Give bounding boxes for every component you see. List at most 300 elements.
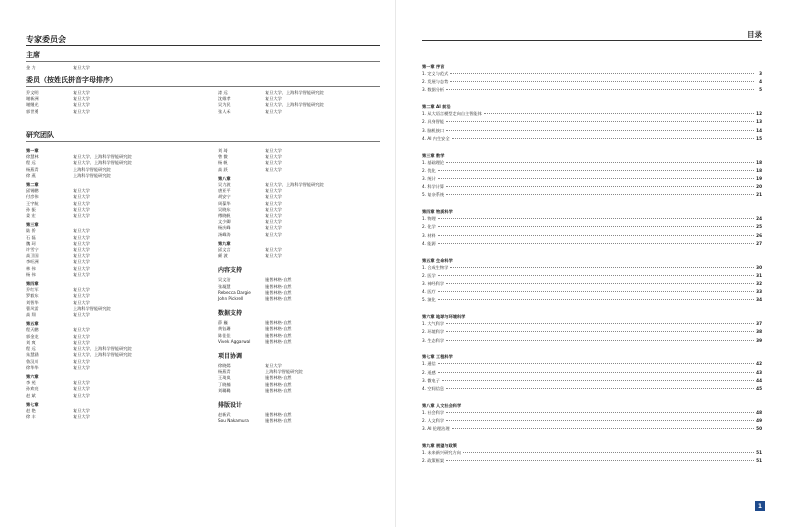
toc-entry-title: 2. 政策框架: [422, 458, 445, 464]
toc-entry: [422, 183, 762, 191]
person-affiliation: 复旦大学: [265, 253, 282, 259]
toc-entry: [422, 280, 762, 288]
toc-page-number: 44: [756, 377, 762, 383]
toc-leader: [450, 81, 754, 82]
committee-title: 专家委员会: [26, 35, 66, 44]
toc-entry-title: 1. 社会科学: [422, 409, 445, 415]
toc-leader: [446, 460, 754, 461]
person-affiliation: 复旦大学: [73, 253, 90, 259]
toc-page-number: 30: [756, 264, 762, 270]
person-affiliation: 复旦大学: [265, 194, 282, 200]
person-affiliation: 复旦大学: [73, 194, 90, 200]
person-name: 胡安宁: [218, 194, 231, 200]
toc-list: [422, 64, 762, 465]
person-affiliation: 复旦大学、上海科学智能研究院: [73, 154, 132, 160]
person-name: 程 远: [26, 346, 36, 352]
person-affiliation: 复旦大学: [73, 392, 90, 398]
person-affiliation: 复旦大学: [73, 407, 90, 413]
toc-leader: [438, 372, 754, 373]
person-affiliation: 复旦大学: [265, 231, 282, 237]
toc-page-number: 18: [756, 159, 762, 165]
person-row: [218, 167, 378, 173]
person-name: 曾 微: [218, 154, 228, 160]
toc-page-number: 34: [756, 297, 762, 303]
person-name: 邱锡鹏: [26, 188, 39, 194]
toc-leader: [450, 73, 754, 74]
toc-leader: [438, 170, 754, 171]
toc-chapter-title: 第一章 序言: [422, 64, 445, 69]
person-name: 谢新洲: [26, 96, 39, 102]
person-affiliation: 复旦大学: [265, 206, 282, 212]
person-name: 陈佳佳: [218, 332, 231, 338]
person-name: 文少卿: [218, 219, 231, 225]
person-affiliation: 复旦大学: [265, 188, 282, 194]
research-heading: 研究团队: [26, 131, 54, 139]
person-name: 徐 燕: [26, 172, 36, 178]
research-list-right: [218, 148, 378, 425]
toc-entry-title: 4. AI 内生安全: [422, 135, 450, 141]
person-affiliation: 复旦大学: [73, 108, 90, 114]
toc-entry: [422, 86, 762, 94]
person-name: 乔红军: [26, 287, 39, 293]
person-affiliation: 施普林格·自然: [265, 283, 292, 289]
person-name: 陆 侨: [26, 228, 36, 234]
toc-entry: [422, 377, 762, 385]
person-name: 邱文言: [218, 247, 231, 253]
person-name: 赵新武: [218, 412, 231, 418]
person-affiliation: 复旦大学: [73, 293, 90, 299]
members-list-left: [26, 90, 196, 115]
person-name: 徐 丰: [26, 414, 36, 420]
toc-leader: [446, 194, 754, 195]
person-row: [218, 339, 378, 345]
person-name: 魏 珂: [26, 240, 36, 246]
person-name: 谢继光: [26, 102, 39, 108]
toc-entry: [422, 385, 762, 393]
members-rule: [26, 86, 380, 87]
person-name: 金 力: [26, 65, 36, 70]
person-affiliation: 复旦大学: [265, 154, 282, 160]
person-affiliation: 上海科学智能研究院: [73, 166, 111, 172]
toc-leader: [438, 291, 754, 292]
toc-chapter-title: 第七章 工程科学: [422, 354, 453, 360]
person-name: 孙欢亮: [26, 386, 39, 392]
toc-page-number: 33: [756, 289, 762, 295]
chair-list: [26, 65, 196, 71]
person-affiliation: 复旦大学: [265, 200, 282, 206]
chair-rule: [26, 61, 380, 62]
person-name: 林 伟: [26, 265, 36, 271]
person-name: 刘璐璐: [218, 387, 231, 393]
toc-entry-title: 3. 神经科学: [422, 281, 445, 287]
person-affiliation: 复旦大学: [73, 206, 90, 212]
toc-entry-title: 3. 脑机接口: [422, 127, 445, 133]
person-name: 王琦岚: [218, 375, 231, 381]
person-row: [26, 173, 196, 179]
person-affiliation: 复旦大学: [73, 386, 90, 392]
chapter-label: 第七章: [26, 401, 39, 407]
person-name: 颜 波: [218, 253, 228, 259]
person-row: [26, 312, 196, 318]
toc-page-number: 37: [756, 321, 762, 327]
toc-entry-title: 3. 微电子: [422, 377, 440, 383]
toc-page-number: 5: [759, 87, 762, 93]
person-affiliation: 复旦大学: [265, 225, 282, 231]
person-name: 唐亚平: [218, 188, 231, 194]
person-name: 程天鹏: [26, 327, 39, 333]
toc-entry-title: 1. 基础理论: [422, 159, 445, 165]
toc-leader: [438, 218, 754, 219]
toc-entry-title: 2. 具身智能: [422, 119, 445, 125]
person-name: 郭金龙: [26, 333, 39, 339]
toc-page-number: 42: [756, 361, 762, 367]
members-heading: 委员（按姓氏拼音字母排序）: [26, 76, 117, 84]
toc-leader: [446, 121, 754, 122]
toc-entry-title: 1. 物理: [422, 216, 436, 222]
toc-page-number: 25: [756, 224, 762, 230]
person-name: 石 磊: [26, 234, 36, 240]
toc-entry: [422, 409, 762, 417]
person-affiliation: 施普林格·自然: [265, 326, 292, 332]
toc-leader: [446, 388, 754, 389]
person-name: 罗毅东: [26, 293, 39, 299]
person-affiliation: 复旦大学: [265, 219, 282, 225]
toc-entry: [422, 232, 762, 240]
toc-leader: [438, 235, 754, 236]
toc-chapter-title: 第五章 生命科学: [422, 257, 453, 263]
toc-entry: [422, 272, 762, 280]
toc-entry: [422, 360, 762, 368]
research-list-left: [26, 148, 196, 420]
person-affiliation: 复旦大学: [265, 247, 282, 253]
chapter-label: 第二章: [26, 182, 39, 188]
toc-leader: [442, 380, 754, 381]
research-rule: [26, 141, 380, 142]
toc-entry: [422, 110, 762, 118]
person-name: 程 远: [26, 160, 36, 166]
toc-leader: [438, 178, 754, 179]
person-affiliation: 上海科学智能研究院: [73, 305, 111, 311]
toc-leader: [446, 89, 754, 90]
person-name: 朱慧涵: [26, 352, 39, 358]
toc-leader: [452, 428, 754, 429]
chapter-label: 第一章: [26, 148, 39, 153]
person-row: [26, 65, 196, 71]
toc-page-number: 45: [756, 386, 762, 392]
toc-leader: [452, 138, 754, 139]
toc-entry: [422, 127, 762, 135]
person-name: 漆 远: [218, 90, 228, 95]
person-affiliation: 复旦大学: [73, 259, 90, 265]
person-row: [26, 393, 196, 399]
toc-page-number: 19: [756, 176, 762, 182]
person-row: [218, 388, 378, 394]
toc-page-number: 31: [756, 272, 762, 278]
person-affiliation: 复旦大学: [265, 108, 282, 114]
person-name: 李 苑: [26, 380, 36, 386]
support-heading: 数据支持: [218, 310, 243, 318]
person-name: 薛 巍: [218, 320, 228, 326]
person-affiliation: 复旦大学: [265, 160, 282, 166]
toc-entry: [422, 118, 762, 126]
person-affiliation: 复旦大学: [73, 234, 90, 240]
toc-entry: [422, 417, 762, 425]
toc-page-number: 12: [756, 111, 762, 117]
toc-page-number: 14: [756, 127, 762, 133]
person-affiliation: 复旦大学: [265, 96, 282, 102]
person-affiliation: 复旦大学: [73, 65, 90, 70]
toc-page-number: 27: [756, 240, 762, 246]
chapter-label: 第九章: [218, 240, 231, 246]
toc-leader: [446, 186, 754, 187]
person-name: 沈維孝: [218, 96, 231, 102]
toc-entry: [422, 288, 762, 296]
toc-entry: [422, 175, 762, 183]
person-name: 赵 艳: [26, 407, 36, 413]
toc-page-number: 13: [756, 119, 762, 125]
person-affiliation: 复旦大学: [73, 228, 90, 234]
title-rule: [26, 45, 380, 46]
toc-entry: [422, 449, 762, 457]
toc-page-number: 26: [756, 232, 762, 238]
toc-chapter-title: 第八章 人文社会科学: [422, 402, 462, 408]
person-affiliation: 复旦大学: [73, 287, 90, 293]
chapter-label: 第三章: [26, 222, 39, 228]
person-name: 付彦伟: [26, 194, 39, 200]
toc-page-number: 39: [756, 337, 762, 343]
person-name: 许雪宁: [26, 247, 39, 253]
person-affiliation: 复旦大学: [73, 271, 90, 277]
support-heading: 内容支持: [218, 267, 243, 275]
toc-page-number: 38: [756, 329, 762, 335]
toc-chapter-title: 第九章 展望与政策: [422, 443, 457, 449]
toc-entry-title: 3. 生态科学: [422, 337, 445, 343]
person-name: 张凝慧: [218, 283, 231, 289]
toc-entry-title: 1. 合成生物学: [422, 264, 449, 270]
toc-leader: [484, 113, 754, 114]
person-affiliation: 复旦大学: [73, 102, 90, 108]
toc-page-number: 51: [756, 450, 762, 456]
toc-chapter-title: 第三章 数学: [422, 152, 445, 158]
toc-leader: [438, 243, 754, 244]
toc-leader: [446, 340, 754, 341]
toc-entry: [422, 167, 762, 175]
toc-title: 目录: [747, 30, 762, 39]
toc-leader: [446, 420, 754, 421]
toc-leader: [446, 323, 754, 324]
toc-entry-title: 4. 能源: [422, 240, 436, 246]
toc-entry-title: 1. 未来新兴研究方向: [422, 450, 461, 456]
toc-entry-title: 3. 材料: [422, 232, 436, 238]
person-affiliation: 复旦大学: [265, 166, 282, 172]
person-row: [26, 365, 196, 371]
person-name: 王宇航: [26, 200, 39, 206]
toc-entry-title: 2. 化学: [422, 224, 436, 230]
person-name: John Pickrell: [218, 296, 244, 302]
person-name: 曹风雷: [26, 305, 39, 311]
toc-entry-title: 1. 大气科学: [422, 321, 445, 327]
toc-leader: [446, 331, 754, 332]
person-affiliation: 施普林格·自然: [265, 320, 292, 326]
person-affiliation: 施普林格·自然: [265, 296, 292, 302]
toc-page-number: 32: [756, 281, 762, 287]
person-name: 黄钰珊: [218, 326, 231, 332]
person-affiliation: 复旦大学: [265, 213, 282, 219]
person-name: 徐晓嫣: [218, 363, 231, 369]
person-affiliation: 复旦大学: [73, 327, 90, 333]
toc-entry-title: 3. 统计: [422, 176, 436, 182]
person-name: 鲁汉川: [26, 358, 39, 364]
person-name: 傅晓帆: [218, 213, 231, 219]
person-affiliation: 施普林格·自然: [265, 412, 292, 418]
person-name: 杨燕青: [218, 369, 231, 375]
person-name: 吴为民: [218, 102, 231, 108]
person-affiliation: 复旦大学: [73, 188, 90, 194]
person-affiliation: 复旦大学: [73, 213, 90, 219]
person-name: 吴晓东: [218, 206, 231, 212]
toc-entry: [422, 215, 762, 223]
person-affiliation: 复旦大学: [265, 363, 282, 369]
toc-leader: [450, 267, 754, 268]
person-name: 周葆华: [218, 200, 231, 206]
person-affiliation: 复旦大学、上海科学智能研究院: [265, 90, 324, 95]
toc-leader: [446, 412, 754, 413]
credits-page: [18, 14, 380, 514]
toc-entry-title: 2. 优化: [422, 167, 436, 173]
person-name: 高卫国: [26, 253, 39, 259]
person-name: 杨 伟: [26, 271, 36, 277]
person-affiliation: 复旦大学: [73, 333, 90, 339]
toc-page-number: 18: [756, 167, 762, 173]
person-affiliation: 施普林格·自然: [265, 277, 292, 283]
person-name: 孙 振: [26, 206, 36, 212]
person-affiliation: 复旦大学: [73, 90, 90, 95]
toc-entry: [422, 191, 762, 199]
person-affiliation: 复旦大学、上海科学智能研究院: [73, 352, 132, 358]
toc-leader: [446, 162, 754, 163]
person-name: 赵 斌: [26, 392, 36, 398]
chair-heading: 主席: [26, 51, 40, 59]
person-name: 杨庆峰: [218, 225, 231, 231]
person-affiliation: 复旦大学: [73, 299, 90, 305]
toc-page-number: 21: [756, 192, 762, 198]
person-row: [26, 414, 196, 420]
person-name: 徐慧林: [26, 154, 39, 160]
toc-entry: [422, 159, 762, 167]
toc-page-number: 24: [756, 216, 762, 222]
person-name: 吴文洁: [218, 277, 231, 283]
person-affiliation: 复旦大学: [73, 312, 90, 318]
toc-entry: [422, 78, 762, 86]
toc-entry-title: 5. 复杂系统: [422, 192, 445, 198]
person-affiliation: 复旦大学: [73, 247, 90, 253]
person-name: 杨燕青: [26, 166, 39, 172]
toc-leader: [438, 275, 754, 276]
chapter-label: 第四章: [26, 281, 39, 287]
person-affiliation: 复旦大学: [73, 364, 90, 370]
person-name: 徐华华: [26, 364, 39, 370]
person-affiliation: 施普林格·自然: [265, 381, 292, 387]
person-name: Rebecca Dargie: [218, 289, 251, 295]
person-row: [218, 418, 378, 424]
person-name: 刘 爽: [26, 339, 36, 345]
toc-chapter-title: 第二章 AI 前沿: [422, 104, 451, 110]
person-name: 高 翔: [26, 312, 36, 318]
person-name: 李旺洲: [26, 259, 39, 265]
toc-leader: [438, 299, 754, 300]
toc-leader: [438, 363, 754, 364]
person-row: [26, 213, 196, 219]
toc-leader: [438, 226, 754, 227]
members-list-right: [218, 90, 378, 115]
person-affiliation: 上海科学智能研究院: [73, 172, 111, 178]
person-affiliation: 复旦大学: [73, 339, 90, 345]
toc-rule: [422, 40, 762, 41]
toc-entry-title: 2. 环境科学: [422, 329, 445, 335]
toc-entry: [422, 457, 762, 465]
toc-chapter-title: 第四章 物质科学: [422, 209, 453, 215]
page-number-badge: 1: [755, 501, 765, 511]
chapter-label: 第五章: [26, 321, 39, 327]
person-affiliation: 上海科学智能研究院: [265, 369, 303, 375]
toc-page-number: 51: [756, 458, 762, 464]
toc-entry-title: 2. 医学: [422, 272, 436, 278]
toc-entry-title: 4. 空间信息: [422, 386, 445, 392]
person-affiliation: 复旦大学: [73, 358, 90, 364]
person-name: 刘智华: [26, 299, 39, 305]
toc-page-number: 48: [756, 409, 762, 415]
person-affiliation: 施普林格·自然: [265, 387, 292, 393]
person-affiliation: 复旦大学: [73, 265, 90, 271]
person-row: [218, 253, 378, 259]
toc-entry: [422, 328, 762, 336]
toc-leader: [446, 130, 754, 131]
toc-entry: [422, 264, 762, 272]
person-row: [218, 232, 378, 238]
toc-leader: [463, 452, 754, 453]
person-name: 丁晓楠: [218, 381, 231, 387]
toc-page-number: 15: [756, 135, 762, 141]
person-name: 吴力波: [218, 182, 231, 188]
toc-entry-title: 3. 数据分析: [422, 87, 445, 93]
toc-entry-title: 2. 遥感: [422, 369, 436, 375]
toc-entry-title: 2. 人文科学: [422, 418, 445, 424]
toc-entry-title: 1. 从大语言模型走向自主智能体: [422, 111, 482, 117]
support-heading: 项目协调: [218, 353, 243, 361]
chapter-label: 第八章: [218, 175, 231, 181]
toc-entry: [422, 135, 762, 143]
person-affiliation: 施普林格·自然: [265, 338, 292, 344]
person-row: [26, 109, 196, 115]
toc-entry-title: 3. AI 伦理治理: [422, 426, 450, 432]
person-affiliation: 施普林格·自然: [265, 332, 292, 338]
person-name: 郭世勇: [26, 108, 39, 114]
toc-entry-title: 1. 定义与范式: [422, 71, 449, 76]
person-name: 刘 琦: [218, 148, 228, 153]
person-name: 乔文明: [26, 90, 39, 95]
person-affiliation: 复旦大学: [73, 414, 90, 420]
toc-entry: [422, 70, 762, 78]
toc-page-number: 49: [756, 418, 762, 424]
toc-leader: [446, 283, 754, 284]
person-row: [218, 109, 378, 115]
toc-entry-title: 4. 科学计算: [422, 184, 445, 190]
support-heading: 排版设计: [218, 402, 243, 410]
toc-entry: [422, 425, 762, 433]
toc-page-number: 50: [756, 426, 762, 432]
person-row: [26, 272, 196, 278]
person-name: 张人禾: [218, 108, 231, 114]
